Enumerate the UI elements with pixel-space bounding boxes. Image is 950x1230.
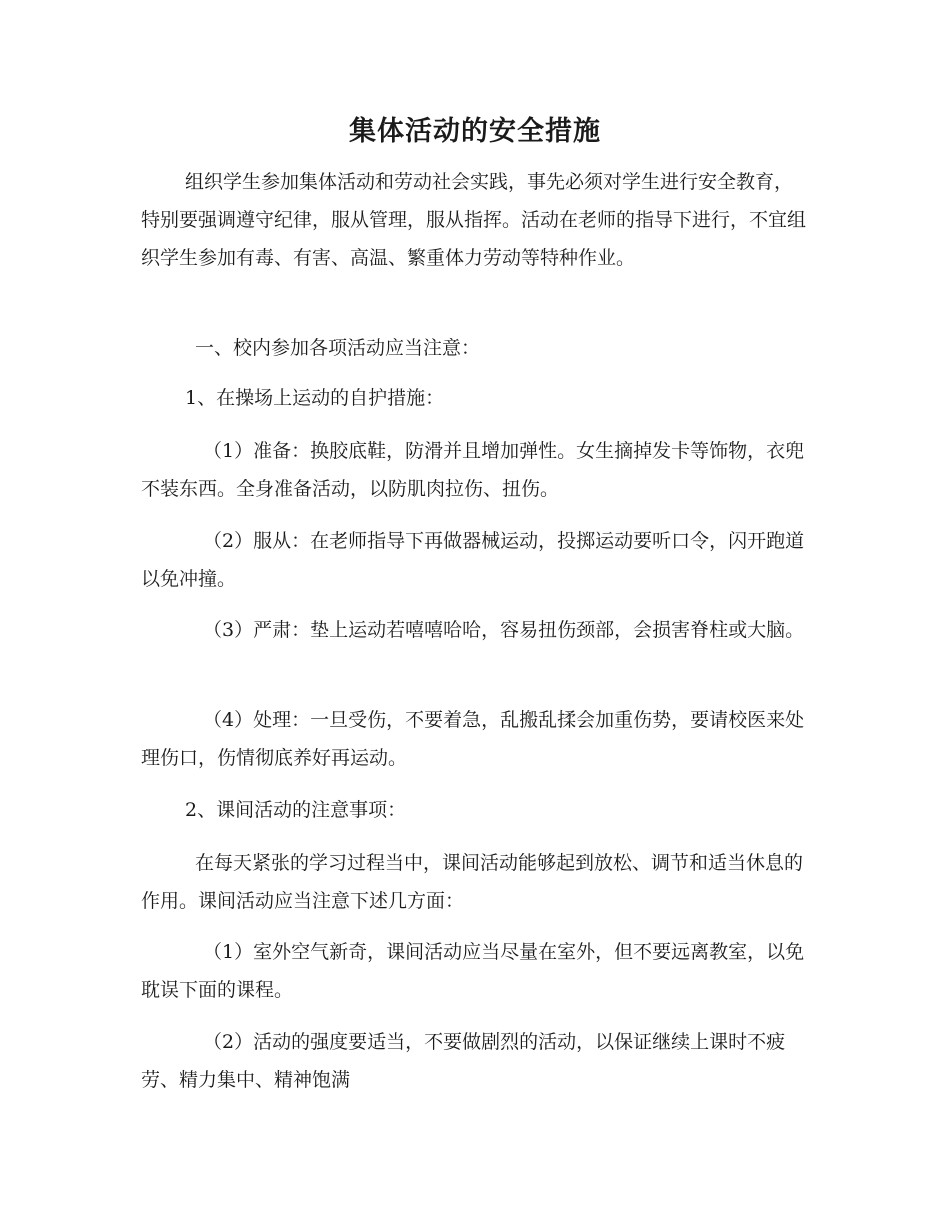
- item-paragraph-4: （4）处理：一旦受伤，不要着急，乱搬乱揉会加重伤势，要请校医来处理伤口，伤情彻底养好再运动。: [141, 709, 805, 769]
- item-paragraph-3: （3）严肃：垫上运动若嘻嘻哈哈，容易扭伤颈部，会损害脊柱或大脑。: [203, 619, 805, 641]
- item-paragraph-5: （1）室外空气新奇，课间活动应当尽量在室外，但不要远离教室，以免耽误下面的课程。: [141, 941, 805, 1001]
- section-heading-1: 一、校内参加各项活动应当注意：: [195, 337, 481, 359]
- item-paragraph-1: （1）准备：换胶底鞋，防滑并且增加弹性。女生摘掉发卡等饰物，衣兜不装东西。全身准备活动，以防肌肉拉伤、扭伤。: [141, 440, 805, 500]
- document-title: 集体活动的安全措施: [349, 116, 601, 147]
- break-activity-intro: 在每天紧张的学习过程当中，课间活动能够起到放松、调节和适当休息的作用。课间活动应当注意下述几方面：: [141, 852, 804, 912]
- item-paragraph-6: （2）活动的强度要适当，不要做剧烈的活动，以保证继续上课时不疲劳、精力集中、精神饱满: [141, 1031, 786, 1091]
- subsection-heading-1: 1、在操场上运动的自护措施：: [185, 387, 445, 409]
- intro-paragraph: 组织学生参加集体活动和劳动社会实践，事先必须对学生进行安全教育，特别要强调遵守纪律，服从管理，服从指挥。活动在老师的指导下进行，不宜组织学生参加有毒、有害、高温、繁重体力劳动等特种作业。: [141, 171, 807, 269]
- item-paragraph-2: （2）服从：在老师指导下再做器械运动，投掷运动要听口令，闪开跑道以免冲撞。: [141, 530, 805, 590]
- subsection-heading-2: 2、课间活动的注意事项：: [185, 799, 407, 821]
